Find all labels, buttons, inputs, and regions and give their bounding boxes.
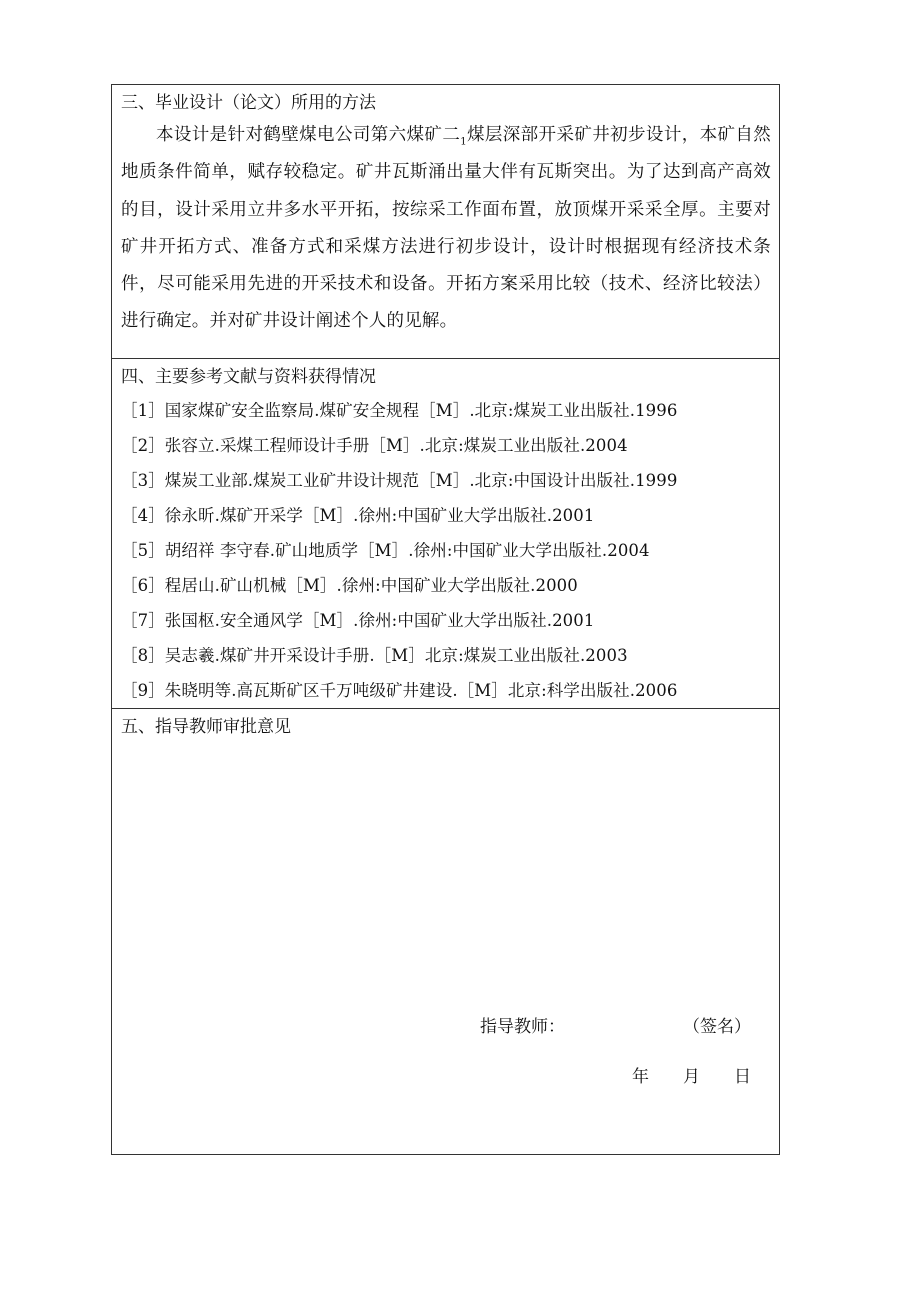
methods-paragraph: [121, 117, 771, 341]
advisor-label: 指导教师：: [480, 1017, 565, 1037]
reference-item-3: ［3］煤炭工业部.煤炭工业矿井设计规范［M］.北京:中国设计出版社.1999: [121, 471, 678, 490]
seam-subscript: 1: [460, 136, 467, 148]
methods-text-part-2: 煤层深部开采矿井初步设计，本矿自然地质条件简单，赋存较稳定。矿井瓦斯涌出量大伴有瓦斯突出。为了达到高产高效的目，设计采用立井多水平开拓，按综采工作面布置，放顶煤开采采全厚。主要对矿井开拓方式、准备方式和采煤方法进行初步设计，设计时根据现有经济技术条件，尽可能采用先进的开采技术和设备。开拓方案采用比较（技术、经济比较法）进行确定。并对矿井设计阐述个人的见解。: [121, 125, 771, 332]
reference-item-6: ［6］程居山.矿山机械［M］.徐州:中国矿业大学出版社.2000: [121, 576, 578, 595]
year-label: 年: [632, 1067, 649, 1087]
reference-item-1: ［1］国家煤矿安全监察局.煤矿安全规程［M］.北京:煤炭工业出版社.1996: [121, 401, 678, 420]
advisor-signature-line: [480, 1015, 751, 1039]
methods-text-part-1: 本设计是针对鹤壁煤电公司第六煤矿二: [156, 125, 461, 145]
proposal-form-table: [111, 84, 780, 1155]
references-section-title: 四、主要参考文献与资料获得情况: [121, 367, 376, 387]
reference-item-7: ［7］张国枢.安全通风学［M］.徐州:中国矿业大学出版社.2001: [121, 611, 595, 630]
reference-list: [121, 393, 771, 708]
reference-item-5: ［5］胡绍祥 李守春.矿山地质学［M］.徐州:中国矿业大学出版社.2004: [121, 541, 650, 560]
reference-item-2: ［2］张容立.采煤工程师设计手册［M］.北京:煤炭工业出版社.2004: [121, 436, 628, 455]
reference-item-9: ［9］朱晓明等.高瓦斯矿区千万吨级矿井建设.［M］北京:科学出版社.2006: [121, 681, 678, 700]
methods-section-title: 三、毕业设计（论文）所用的方法: [121, 93, 376, 113]
reference-item-4: ［4］徐永昕.煤矿开采学［M］.徐州:中国矿业大学出版社.2001: [121, 506, 595, 525]
advisor-review-section: [112, 709, 779, 1154]
methods-section: [112, 85, 779, 359]
reference-item-8: ［8］吴志羲.煤矿井开采设计手册.［M］北京:煤炭工业出版社.2003: [121, 646, 628, 665]
date-line: [632, 1065, 751, 1089]
review-section-title: 五、指导教师审批意见: [121, 717, 291, 737]
references-section: [112, 359, 779, 709]
day-label: 日: [734, 1067, 751, 1087]
month-label: 月: [683, 1067, 700, 1087]
signature-note: （签名）: [683, 1017, 751, 1037]
